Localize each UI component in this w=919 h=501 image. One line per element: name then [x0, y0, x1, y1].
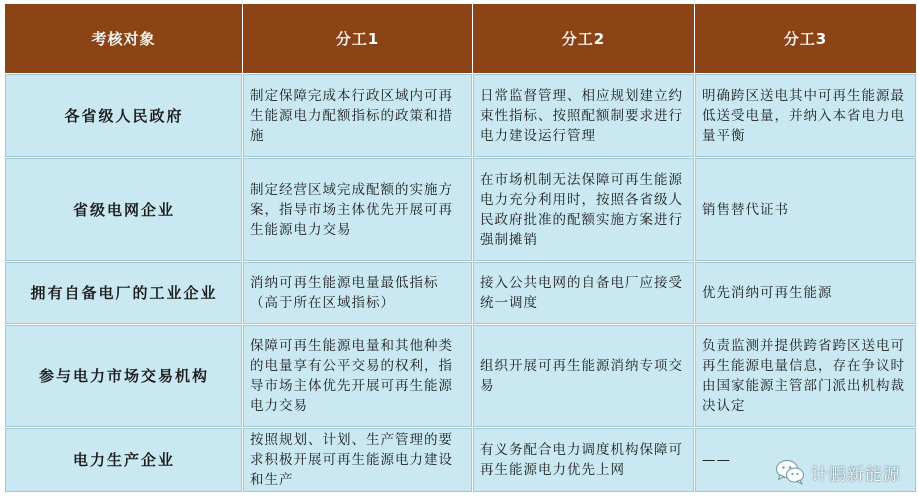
- row-subject: 省级电网企业: [5, 158, 243, 262]
- table-cell: 日常监督管理、相应规划建立约束性指标、按照配额制要求进行电力建设运行管理: [473, 74, 695, 158]
- wechat-icon: [775, 459, 805, 485]
- table-cell: 负责监测并提供跨省跨区送电可再生能源电量信息，存在争议时由国家能源主管部门派出机构裁决认定: [695, 325, 917, 428]
- header-division-2: 分工2: [473, 4, 695, 74]
- table-cell: 销售替代证书: [695, 158, 917, 262]
- table-cell: 组织开展可再生能源消纳专项交易: [473, 325, 695, 428]
- watermark: [775, 459, 901, 485]
- table-cell: 保障可再生能源电量和其他种类的电量享有公平交易的权利，指导市场主体优先开展可再生能源电力交易: [243, 325, 473, 428]
- row-subject: 各省级人民政府: [5, 74, 243, 158]
- table-cell: 接入公共电网的自备电厂应接受统一调度: [473, 262, 695, 325]
- table-cell: 明确跨区送电其中可再生能源最低送受电量，并纳入本省电力电量平衡: [695, 74, 917, 158]
- row-subject: 拥有自备电厂的工业企业: [5, 262, 243, 325]
- table-cell: 优先消纳可再生能源: [695, 262, 917, 325]
- header-division-1: 分工1: [243, 4, 473, 74]
- table-cell: 制定经营区域完成配额的实施方案，指导市场主体优先开展可再生能源电力交易: [243, 158, 473, 262]
- assessment-table: [4, 3, 917, 493]
- table-cell: 按照规划、计划、生产管理的要求积极开展可再生能源电力建设和生产: [243, 428, 473, 493]
- row-subject: 电力生产企业: [5, 428, 243, 493]
- table-cell: 消纳可再生能源电量最低指标（高于所在区域指标）: [243, 262, 473, 325]
- table-row: [5, 74, 917, 158]
- header-division-3: 分工3: [695, 4, 917, 74]
- watermark-text: 计鹏新能源: [811, 464, 901, 485]
- table-cell: 在市场机制无法保障可再生能源电力充分利用时，按照各省级人民政府批准的配额实施方案进行强制摊销: [473, 158, 695, 262]
- table-cell: ——: [695, 428, 917, 493]
- table-row: [5, 158, 917, 262]
- row-subject: 参与电力市场交易机构: [5, 325, 243, 428]
- table-row: [5, 262, 917, 325]
- table-header-row: [5, 4, 917, 74]
- table-row: [5, 325, 917, 428]
- header-subject: 考核对象: [5, 4, 243, 74]
- table-cell: 有义务配合电力调度机构保障可再生能源电力优先上网: [473, 428, 695, 493]
- table-cell: 制定保障完成本行政区域内可再生能源电力配额指标的政策和措施: [243, 74, 473, 158]
